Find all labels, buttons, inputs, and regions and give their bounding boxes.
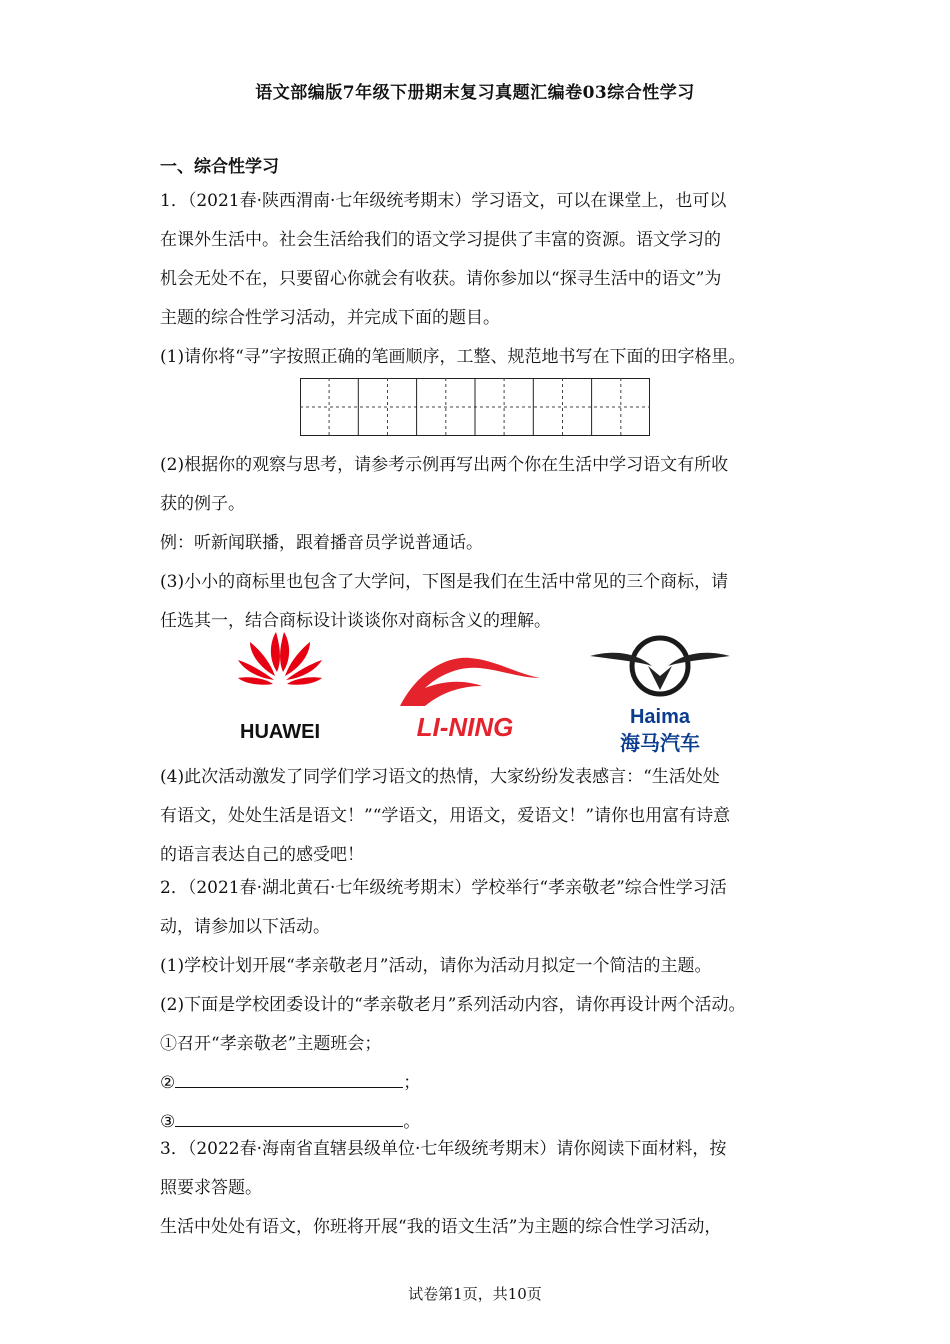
- text-line: 机会无处不在，只要留心你就会有收获。请你参加以“探寻生活中的语文”为: [160, 269, 722, 289]
- haima-chinese-name: 海马汽车: [620, 731, 700, 755]
- tianzige-writing-grid[interactable]: [300, 378, 650, 436]
- text-line: 获的例子。: [160, 494, 245, 514]
- huawei-logo: [238, 632, 322, 685]
- text-line: (1)学校计划开展“孝亲敬老月”活动，请你为活动月拟定一个简洁的主题。: [160, 956, 712, 976]
- text-line: 有语文，处处生活是语文！”“学语文，用语文，爱语文！”请你也用富有诗意: [160, 806, 731, 826]
- text-line: (2)下面是学校团委设计的“孝亲敬老月”系列活动内容，请你再设计两个活动。: [160, 995, 746, 1015]
- answer-suffix: 。: [403, 1112, 421, 1132]
- answer-blank-3[interactable]: [175, 1106, 403, 1127]
- answer-suffix: ；: [403, 1073, 421, 1093]
- question-1-parts-2-3: [160, 446, 800, 641]
- answer-line-2: [160, 1064, 800, 1103]
- question-1-part-4: [160, 758, 800, 875]
- text-line: 任选其一，结合商标设计谈谈你对商标含义的理解。: [160, 611, 551, 631]
- text-line: 的语言表达自己的感受吧！: [160, 845, 364, 865]
- huawei-wordmark: HUAWEI: [240, 721, 320, 743]
- text-line: 1．（2021春·陕西渭南·七年级统考期末）学习语文，可以在课堂上，也可以: [160, 191, 727, 211]
- document-title: 语文部编版7年级下册期末复习真题汇编卷03综合性学习: [255, 83, 695, 103]
- text-line: (2)根据你的观察与思考，请参考示例再写出两个你在生活中学习语文有所收: [160, 455, 729, 475]
- text-line: 3．（2022春·海南省直辖县级单位·七年级统考期末）请你阅读下面材料，按: [160, 1139, 727, 1159]
- answer-prefix: ②: [160, 1073, 176, 1093]
- text-line: 主题的综合性学习活动，并完成下面的题目。: [160, 308, 500, 328]
- question-1-intro: [160, 182, 800, 377]
- answer-prefix: ③: [160, 1112, 176, 1132]
- question-3: [160, 1130, 800, 1247]
- text-line: ①召开“孝亲敬老”主题班会；: [160, 1034, 382, 1054]
- page-footer: 试卷第1页，共10页: [408, 1285, 542, 1303]
- text-line: (1)请你将“寻”字按照正确的笔画顺序，工整、规范地书写在下面的田字格里。: [160, 347, 746, 367]
- text-line: 例：听新闻联播，跟着播音员学说普通话。: [160, 533, 483, 553]
- text-line: 照要求答题。: [160, 1178, 262, 1198]
- lining-wordmark: LI-NING: [416, 712, 514, 742]
- text-line: 在课外生活中。社会生活给我们的语文学习提供了丰富的资源。语文学习的: [160, 230, 721, 250]
- haima-logo: [590, 638, 730, 694]
- question-2: [160, 869, 800, 1142]
- text-line: 生活中处处有语文，你班将开展“我的语文生活”为主题的综合性学习活动，: [160, 1217, 722, 1237]
- lining-logo: [400, 658, 540, 706]
- text-line: 动，请参加以下活动。: [160, 917, 330, 937]
- answer-blank-2[interactable]: [175, 1067, 403, 1088]
- brand-logos-figure: [220, 628, 740, 758]
- text-line: (3)小小的商标里也包含了大学问，下图是我们在生活中常见的三个商标，请: [160, 572, 729, 592]
- section-heading: 一、综合性学习: [160, 157, 279, 177]
- text-line: 2．（2021春·湖北黄石·七年级统考期末）学校举行“孝亲敬老”综合性学习活: [160, 878, 727, 898]
- text-line: (4)此次活动激发了同学们学习语文的热情，大家纷纷发表感言：“生活处处: [160, 767, 720, 787]
- haima-wordmark: Haima: [629, 706, 691, 728]
